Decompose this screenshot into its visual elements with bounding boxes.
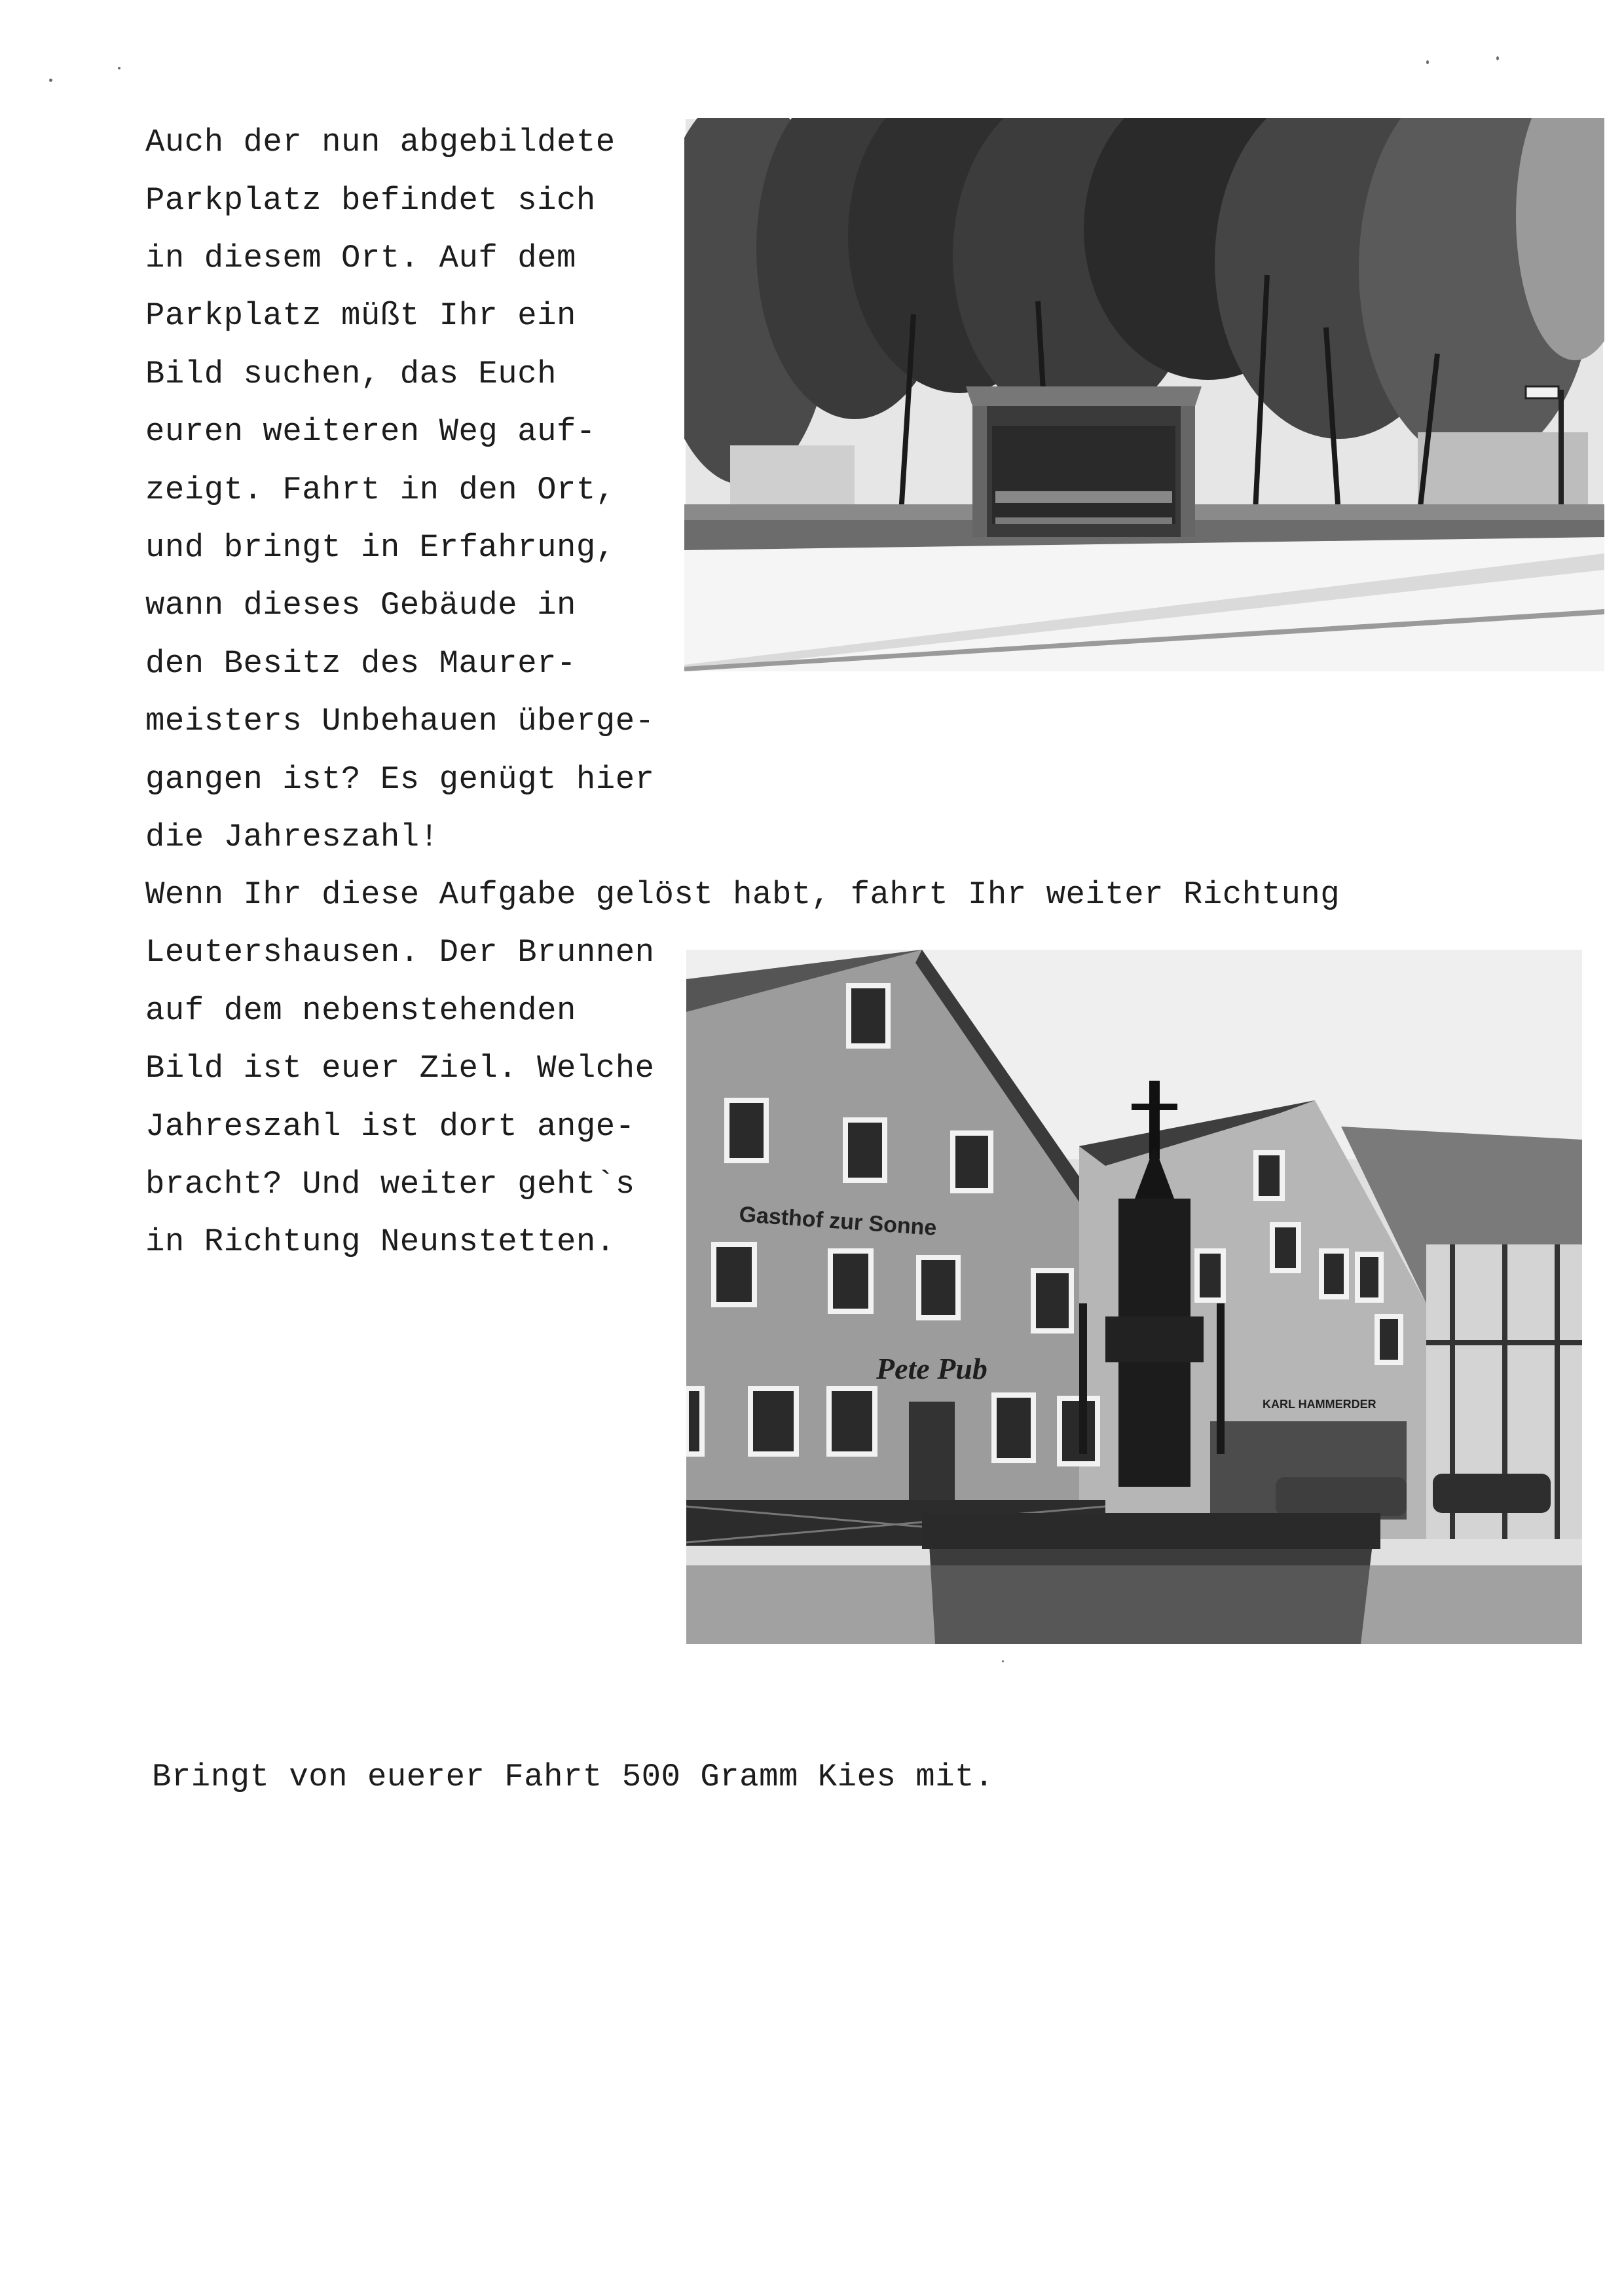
text-line: zeigt. Fahrt in den Ort,: [145, 472, 616, 508]
text-line: in diesem Ort. Auf dem: [145, 240, 576, 276]
closing-line: Bringt von euerer Fahrt 500 Gramm Kies mit.: [152, 1759, 994, 1795]
text-line: bracht? Und weiter geht`s: [145, 1166, 635, 1203]
text-line: wann dieses Gebäude in: [145, 587, 576, 624]
paper-speck: [118, 67, 120, 69]
text-line: euren weiteren Weg auf-: [145, 413, 596, 450]
text-line: Parkplatz müßt Ihr ein: [145, 297, 576, 334]
text-line: Auch der nun abgebildete: [145, 124, 616, 160]
text-line: Bild ist euer Ziel. Welche: [145, 1050, 655, 1087]
text-line: Leutershausen. Der Brunnen: [145, 934, 655, 971]
paper-speck: [1426, 60, 1429, 64]
gasthof-sign: Gasthof zur Sonne: [738, 1202, 938, 1241]
paper-speck: [1002, 1660, 1004, 1662]
paper-speck: [1496, 56, 1499, 60]
text-line: Parkplatz befindet sich: [145, 182, 596, 219]
text-line: die Jahreszahl!: [145, 819, 439, 855]
pub-sign: Pete Pub: [876, 1352, 987, 1385]
paper-speck: [49, 79, 52, 82]
text-line: in Richtung Neunstetten.: [145, 1223, 616, 1260]
text-line: den Besitz des Maurer-: [145, 645, 576, 682]
town-square-fountain-photo: [686, 950, 1582, 1644]
text-line: gangen ist? Es genügt hier: [145, 761, 655, 798]
text-line: und bringt in Erfahrung,: [145, 529, 616, 566]
shop-sign: KARL HAMMERDER: [1263, 1398, 1376, 1411]
text-line: auf dem nebenstehenden: [145, 992, 576, 1029]
text-line: Jahreszahl ist dort ange-: [145, 1108, 635, 1145]
text-line: Bild suchen, das Euch: [145, 356, 557, 392]
bus-shelter-photo: [684, 118, 1604, 671]
text-line: meisters Unbehauen überge-: [145, 703, 655, 739]
text-line: Wenn Ihr diese Aufgabe gelöst habt, fahrt Ihr weiter Richtung: [145, 876, 1340, 913]
